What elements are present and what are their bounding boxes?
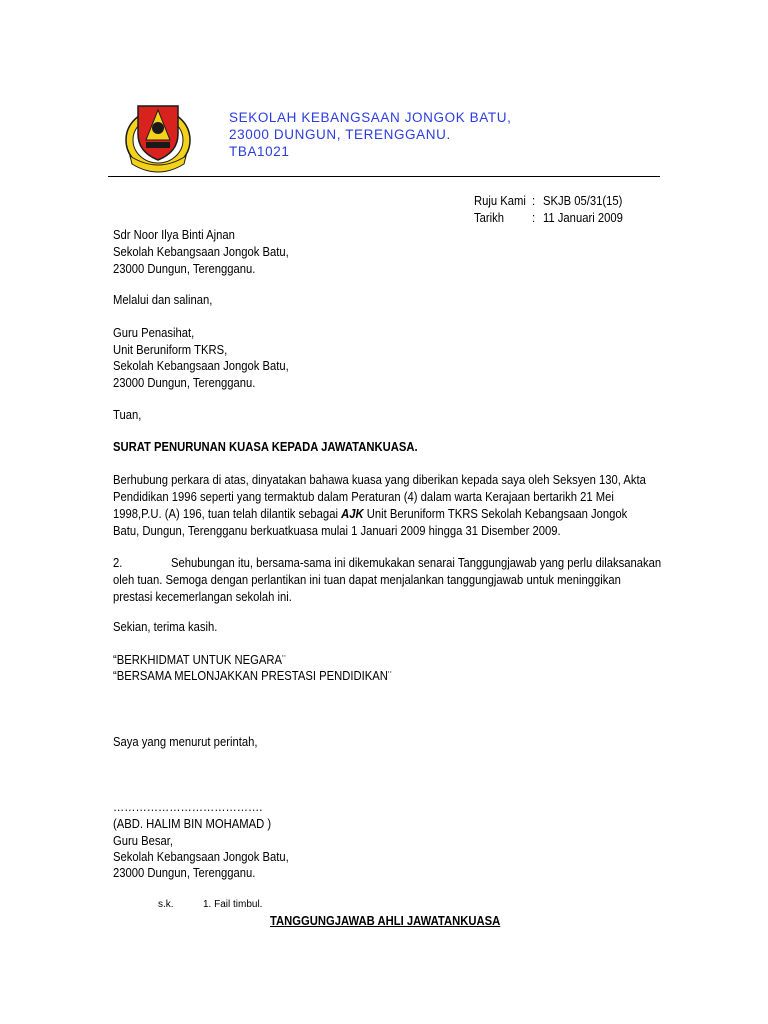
cc-label: s.k. (158, 899, 174, 910)
subject-line: SURAT PENURUNAN KUASA KEPADA JAWATANKUASA. (113, 440, 418, 454)
body-paragraph-1 (113, 472, 653, 540)
tarikh-label: Tarikh (474, 211, 505, 225)
recipient-line-1: Sdr Noor Ilya Binti Ajnan (113, 228, 235, 242)
footer-heading: TANGGUNGJAWAB AHLI JAWATANKUASA (270, 914, 501, 928)
body-paragraph-1-text-a: Berhubung perkara di atas, dinyatakan bahawa kuasa yang diberikan kepada saya oleh Seksyen 130, Akta Pendidikan 1996 seperti yang termaktub dalam Peraturan (4) dalam warta Kerajaan bertarikh 21 Mei 1998,P.U. (A) 196, tuan telah dilantik sebagai (113, 473, 646, 521)
school-code: TBA1021 (229, 144, 290, 159)
motto-2: “BERSAMA MELONJAKKAN PRESTASI PENDIDIKAN¨ (113, 669, 392, 683)
via-line-2: Unit Beruniform TKRS, (113, 343, 228, 357)
body-paragraph-1-text-b: Unit Beruniform TKRS Sekolah Kebangsaan Jongok Batu, Dungun, Terengganu berkuatkuasa mulai 1 Januari 2009 hingga 31 Disember 2009. (113, 507, 628, 538)
recipient-line-3: 23000 Dungun, Terengganu. (113, 262, 256, 276)
school-address: 23000 DUNGUN, TERENGGANU. (229, 127, 451, 142)
via-line-1: Guru Penasihat, (113, 326, 195, 340)
body-paragraph-1-bold: AJK (341, 507, 364, 521)
cc-item: 1. Fail timbul. (203, 899, 263, 910)
closing-line: Sekian, terima kasih. (113, 620, 218, 634)
recipient-line-2: Sekolah Kebangsaan Jongok Batu, (113, 245, 289, 259)
signatory-address: 23000 Dungun, Terengganu. (113, 866, 256, 880)
body-paragraph-2-rest: oleh tuan. Semoga dengan perlantikan ini tuan dapat menjalankan tanggungjawab untuk meninggikan prestasi kecemerlangan sekolah ini. (113, 573, 621, 604)
body-paragraph-2-line-1: Sehubungan itu, bersama-sama ini dikemukakan senarai Tanggungjawab yang perlu dilaksanakan (171, 556, 662, 570)
sign-intro: Saya yang menurut perintah, (113, 735, 258, 749)
school-crest-icon (120, 96, 196, 176)
ruju-label: Ruju Kami (474, 194, 526, 208)
signatory-title: Guru Besar, (113, 834, 174, 848)
ruju-value: SKJB 05/31(15) (543, 194, 623, 208)
salutation: Tuan, (113, 408, 142, 422)
motto-1: “BERKHIDMAT UNTUK NEGARA¨ (113, 653, 286, 667)
via-label: Melalui dan salinan, (113, 293, 213, 307)
signatory-school: Sekolah Kebangsaan Jongok Batu, (113, 850, 289, 864)
ruju-sep: : (532, 194, 536, 208)
header-divider (108, 176, 660, 177)
sign-dots: …………………………………. (113, 800, 263, 814)
body-paragraph-2-number: 2. (113, 556, 123, 570)
via-line-4: 23000 Dungun, Terengganu. (113, 376, 256, 390)
via-line-3: Sekolah Kebangsaan Jongok Batu, (113, 359, 289, 373)
tarikh-sep: : (532, 211, 536, 225)
signatory-name: (ABD. HALIM BIN MOHAMAD ) (113, 817, 272, 831)
tarikh-value: 11 Januari 2009 (543, 211, 623, 225)
school-name: SEKOLAH KEBANGSAAN JONGOK BATU, (229, 110, 512, 125)
